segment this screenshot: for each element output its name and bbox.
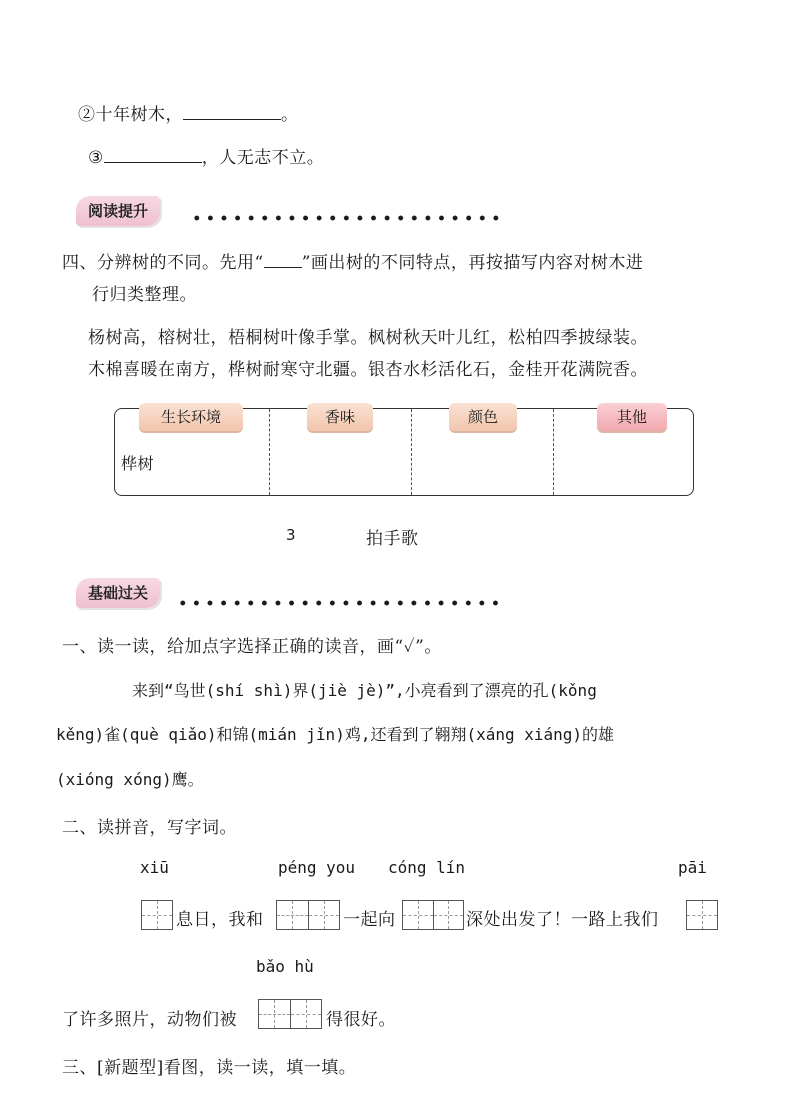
item-2 — [78, 100, 299, 125]
q1-line-1[interactable]: 来到“鸟世(shí shì)界(jiè jè)”,小亮看到了漂亮的孔(kǒng — [132, 681, 597, 700]
passage-line-2[interactable]: 木棉喜暖在南方，桦树耐寒守北疆。银杏水杉活化石，金桂开花满院香。 — [88, 360, 648, 380]
basic-section-badge: 基础过关 — [76, 578, 160, 608]
table-divider-1 — [269, 409, 270, 495]
item-2-blank[interactable] — [183, 119, 281, 120]
sentence-part-3: 深处出发了！一路上我们 — [466, 910, 659, 930]
lesson-number: 3 — [286, 526, 297, 544]
pinyin-xiu: xiū — [140, 858, 169, 877]
q2-title: 二、读拼音，写字词。 — [62, 818, 237, 838]
sentence-part-1: 息日，我和 — [176, 910, 264, 930]
q4-line1 — [62, 248, 643, 273]
item-2-number: ② — [78, 105, 96, 125]
table-header-color: 颜色 — [449, 403, 517, 431]
q1-title: 一、读一读，给加点字选择正确的读音，画“✓”。 — [62, 637, 442, 657]
table-header-environment: 生长环境 — [139, 403, 243, 431]
pinyin-baohu: bǎo hù — [256, 957, 314, 976]
table-cell-birch[interactable]: 桦树 — [121, 454, 155, 473]
q3-title: 三、[新题型]看图，读一读，填一填。 — [62, 1058, 357, 1078]
writing-grid-conglin[interactable] — [402, 900, 464, 930]
item-3-blank[interactable] — [104, 162, 202, 163]
q1-line-2[interactable]: kěng)雀(què qiǎo)和锦(mián jǐn)鸡,还看到了翱翔(xáng xiáng)的雄 — [56, 725, 615, 744]
classification-table — [114, 408, 694, 496]
item-3-number: ③ — [88, 148, 104, 168]
sentence-part-4: 了许多照片，动物们被 — [62, 1010, 237, 1030]
pinyin-conglin: cóng lín — [388, 858, 466, 877]
writing-grid-pai[interactable] — [686, 900, 718, 930]
q4-line2: 行归类整理。 — [92, 285, 197, 305]
q4-text-b: ”画出树的不同特点，再按描写内容对树木进 — [301, 253, 644, 273]
sentence-part-5: 得很好。 — [326, 1010, 396, 1030]
reading-section-badge: 阅读提升 — [76, 196, 160, 226]
pinyin-pai: pāi — [678, 858, 707, 877]
writing-grid-xiu[interactable] — [141, 900, 173, 930]
pinyin-pengyou: péng you — [278, 858, 356, 877]
item-2-end: 。 — [281, 105, 299, 125]
item-2-text: 十年树木， — [95, 105, 183, 125]
table-divider-3 — [553, 409, 554, 495]
basic-dots-divider — [176, 599, 498, 607]
table-header-other: 其他 — [597, 403, 667, 431]
table-divider-2 — [411, 409, 412, 495]
writing-grid-pengyou[interactable] — [276, 900, 340, 930]
q4-underline-sample — [264, 267, 302, 268]
sentence-part-2: 一起向 — [343, 910, 396, 930]
q4-text-a: 四、分辨树的不同。先用“ — [62, 253, 264, 273]
table-header-fragrance: 香味 — [307, 403, 373, 431]
writing-grid-baohu[interactable] — [258, 999, 322, 1029]
reading-dots-divider — [190, 214, 500, 222]
q1-line-3[interactable]: (xióng xóng)鹰。 — [56, 770, 204, 789]
passage-line-1[interactable]: 杨树高，榕树壮，梧桐树叶像手掌。枫树秋天叶儿红，松柏四季披绿装。 — [88, 328, 648, 348]
item-3 — [88, 143, 324, 168]
lesson-title: 拍手歌 — [366, 529, 419, 549]
item-3-text: ，人无志不立。 — [201, 148, 325, 168]
